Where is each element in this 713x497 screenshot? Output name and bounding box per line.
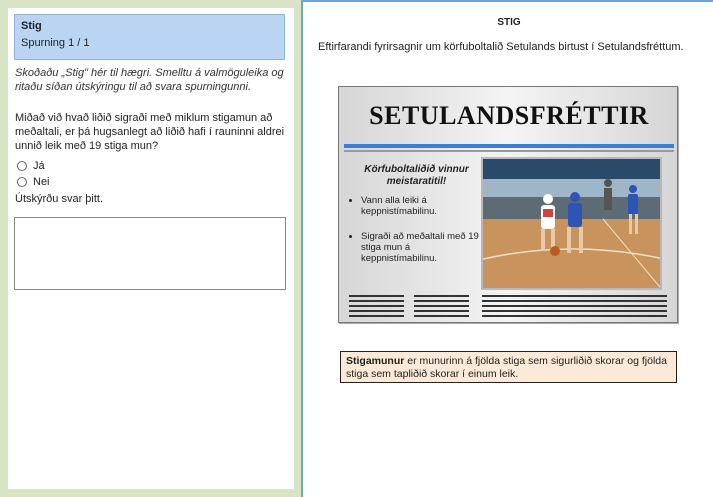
answer-textarea[interactable] (14, 217, 286, 290)
basketball-photo (481, 157, 662, 290)
question-panel (8, 8, 294, 489)
newspaper-image (338, 86, 678, 323)
newspaper-name: SETULANDSFRÉTTIR (369, 101, 649, 130)
definition-box (340, 351, 677, 383)
definition-term: Stigamunur (346, 355, 405, 367)
option-ja[interactable] (17, 160, 45, 172)
question-text: Miðað við hvað liðið sigraði með miklum stigamun að meðaltali, er þá hugsanlegt að liðið hafi í rauninni aldrei unnið leik með 19 stiga mun? (15, 112, 285, 152)
radio-button-nei[interactable] (17, 177, 27, 187)
unit-title: Stig (21, 20, 42, 32)
option-nei-label: Nei (33, 176, 50, 188)
bullet-item: • Vann alla leiki á keppnistímabilinu. (361, 195, 479, 217)
stimulus-title: STIG (497, 17, 521, 28)
option-ja-label: Já (33, 160, 45, 172)
explain-label: Útskýrðu svar þitt. (15, 193, 104, 205)
headline-bullets (349, 195, 479, 278)
definition-text: er munurinn á fjölda stiga sem sigurliðið skorar og fjölda stiga sem tapliðið skorar í einum leik. (346, 355, 667, 380)
newspaper-headline: Körfuboltaliðið vinnur meistaratitil! (364, 164, 469, 187)
unit-header (14, 14, 285, 60)
option-nei[interactable] (17, 176, 50, 188)
radio-button-ja[interactable] (17, 161, 27, 171)
newspaper-columns (349, 295, 667, 321)
divider (344, 144, 674, 148)
divider (344, 150, 674, 152)
instructions-text: Skoðaðu „Stig" hér til hægri. Smelltu á valmöguleika og ritaðu síðan útskýringu til að svara spurningunni. (15, 67, 284, 93)
stimulus-intro: Eftirfarandi fyrirsagnir um körfuboltalið Setulands birtust í Setulandsfréttum. (318, 41, 684, 53)
question-counter: Spurning 1 / 1 (21, 37, 90, 49)
stimulus-panel (301, 0, 713, 497)
bullet-item: • Sigraði að meðaltali með 19 stiga mun á keppnistímabilinu. (361, 231, 479, 264)
